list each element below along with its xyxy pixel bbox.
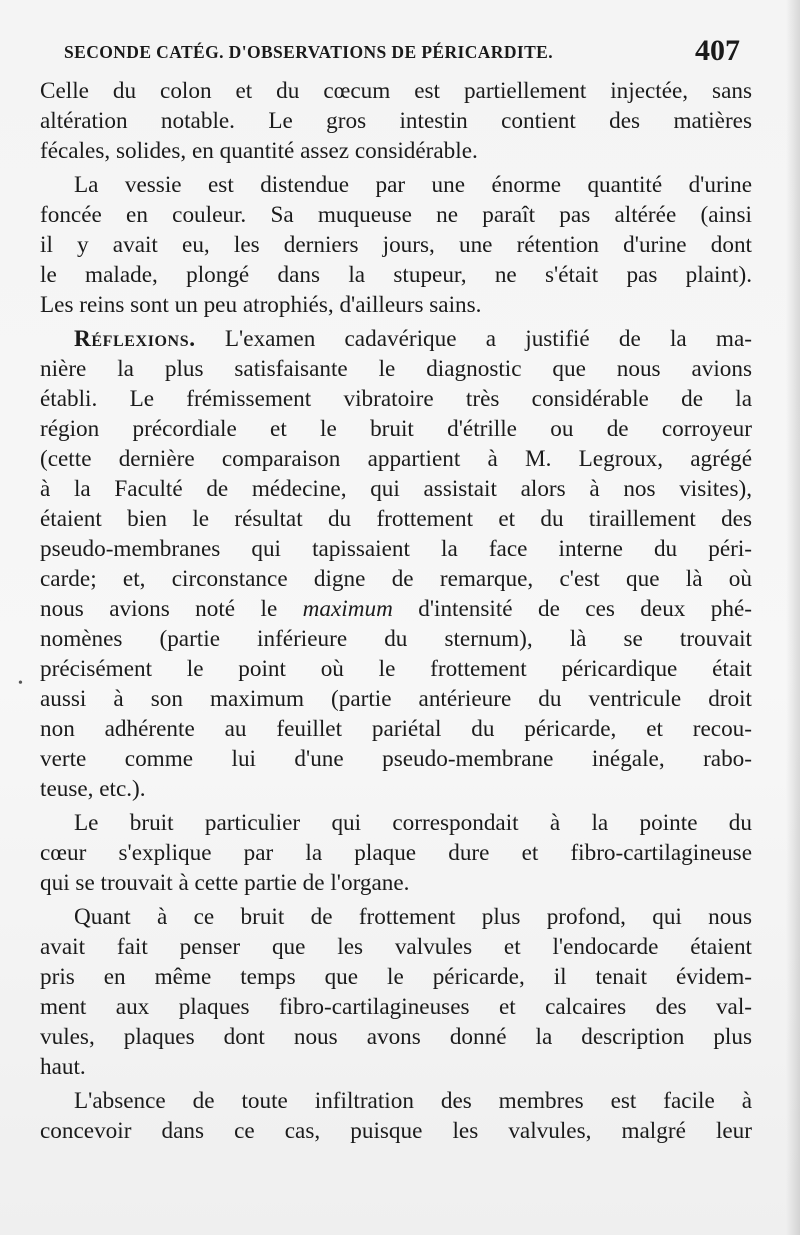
- text-line: altération notable. Le gros intestin contient des matières: [40, 108, 752, 134]
- text-line: non adhérente au feuillet pariétal du péricarde, et recou-: [40, 716, 752, 742]
- text-line: qui se trouvait à cette partie de l'organe.: [40, 870, 410, 896]
- text-line: Celle du colon et du cœcum est partiellement injectée, sans: [40, 78, 752, 104]
- text-line: avait fait penser que les valvules et l'endocarde étaient: [40, 934, 752, 960]
- page-number: 407: [695, 34, 740, 67]
- text-line: [40, 594, 752, 624]
- text-line: il y avait eu, les derniers jours, une rétention d'urine dont: [40, 232, 752, 258]
- text-fragment: nous avions noté le: [40, 596, 303, 622]
- text-fragment: d'intensité de ces deux phé-: [392, 596, 752, 622]
- paragraph-reflexions: [40, 324, 752, 804]
- text-line: teuse, etc.).: [40, 776, 146, 802]
- paragraph-2: [40, 170, 752, 320]
- text-line: vules, plaques dont nous avons donné la description plus: [40, 1024, 752, 1050]
- text-line: verte comme lui d'une pseudo-membrane inégale, rabo-: [40, 746, 752, 772]
- paragraph-1: [40, 76, 752, 166]
- reflexions-lead: Réflexions.: [74, 326, 196, 352]
- text-line: nomènes (partie inférieure du sternum), là se trouvait: [40, 626, 752, 652]
- text-line: foncée en couleur. Sa muqueuse ne paraît pas altérée (ainsi: [40, 202, 752, 228]
- text-line: haut.: [40, 1054, 86, 1080]
- text-line: (cette dernière comparaison appartient à M. Legroux, agrégé: [40, 446, 752, 472]
- italic-word: maximum: [302, 596, 393, 622]
- text-line: Quant à ce bruit de frottement plus profond, qui nous: [74, 904, 752, 930]
- text-line: Le bruit particulier qui correspondait à la pointe du: [74, 810, 752, 836]
- text-line: à la Faculté de médecine, qui assistait alors à nos visites),: [40, 476, 752, 502]
- page-header: [64, 36, 740, 76]
- text-line: carde; et, circonstance digne de remarque, c'est que là où: [40, 566, 752, 592]
- text-line: nière la plus satisfaisante le diagnostic que nous avions: [40, 356, 752, 382]
- text-line: Les reins sont un peu atrophiés, d'ailleurs sains.: [40, 292, 482, 318]
- text-line: précisément le point où le frottement péricardique était: [40, 656, 752, 682]
- paragraph-5: [40, 902, 752, 1082]
- running-head: SECONDE CATÉG. D'OBSERVATIONS DE PÉRICARDITE.: [64, 42, 554, 62]
- text-line: concevoir dans ce cas, puisque les valvules, malgré leur: [40, 1118, 752, 1144]
- text-line: fécales, solides, en quantité assez considérable.: [40, 138, 478, 164]
- text-line: aussi à son maximum (partie antérieure du ventricule droit: [40, 686, 752, 712]
- text-fragment: L'examen cadavérique a justifié de la ma-: [195, 326, 752, 352]
- text-line: le malade, plongé dans la stupeur, ne s'était pas plaint).: [40, 262, 752, 288]
- text-line: pris en même temps que le péricarde, il tenait évidem-: [40, 964, 752, 990]
- text-line: étaient bien le résultat du frottement et du tiraillement des: [40, 506, 752, 532]
- text-line: La vessie est distendue par une énorme quantité d'urine: [74, 172, 752, 198]
- paragraph-4: [40, 808, 752, 898]
- text-line: pseudo-membranes qui tapissaient la face interne du péri-: [40, 536, 752, 562]
- text-line: cœur s'explique par la plaque dure et fibro-cartilagineuse: [40, 840, 752, 866]
- text-line: [40, 324, 752, 354]
- text-line: ment aux plaques fibro-cartilagineuses et calcaires des val-: [40, 994, 752, 1020]
- text-line: L'absence de toute infiltration des membres est facile à: [74, 1088, 752, 1114]
- body-text: [40, 76, 752, 1146]
- paragraph-6: [40, 1086, 752, 1146]
- margin-mark: •: [18, 676, 23, 691]
- text-line: établi. Le frémissement vibratoire très considérable de la: [40, 386, 752, 412]
- text-line: région précordiale et le bruit d'étrille ou de corroyeur: [40, 416, 752, 442]
